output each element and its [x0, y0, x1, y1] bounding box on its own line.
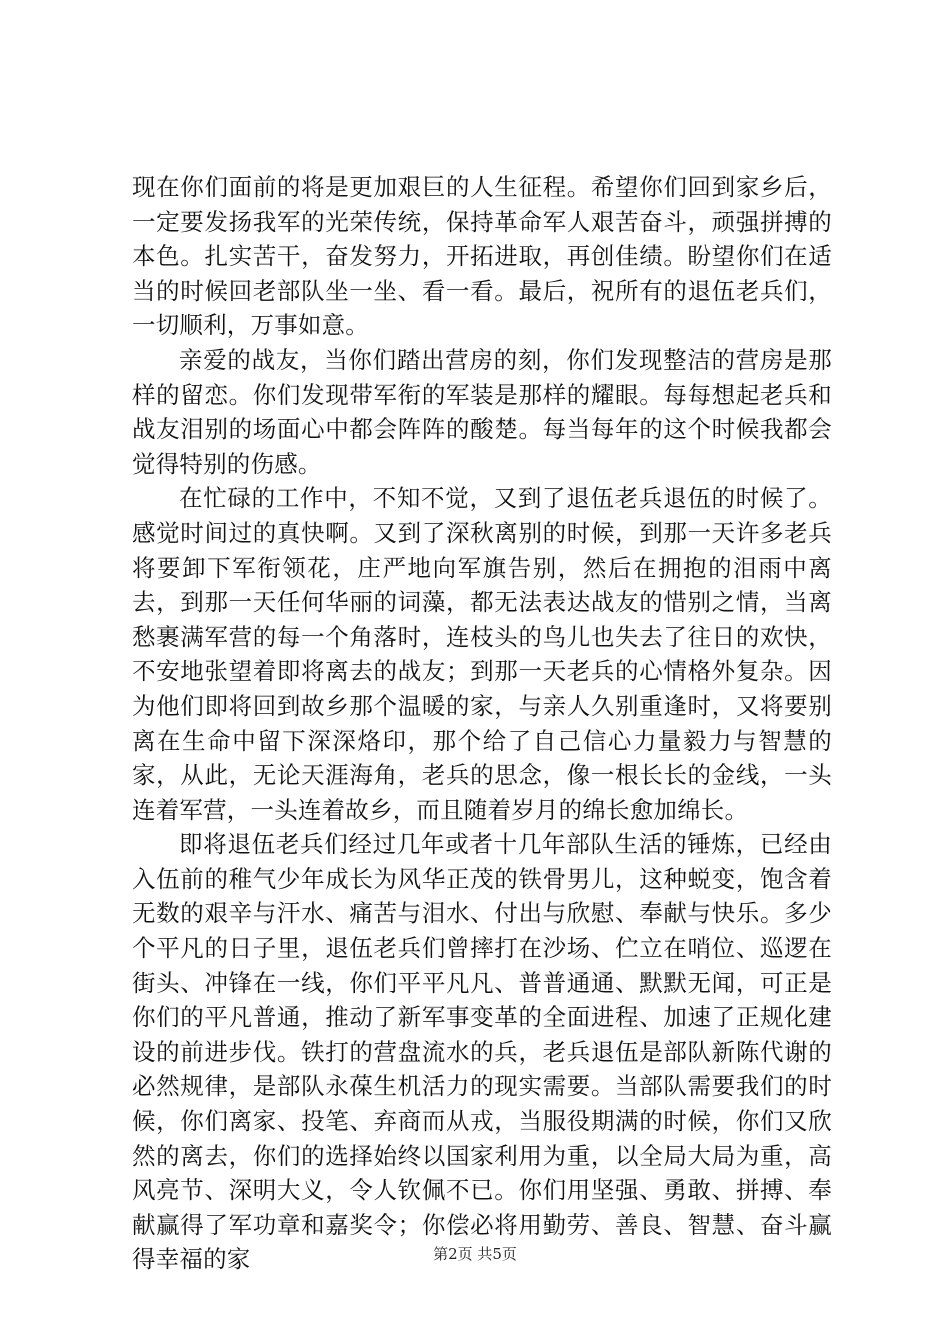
paragraph-continuation: 现在你们面前的将是更加艰巨的人生征程。希望你们回到家乡后，一定要发扬我军的光荣传统，保持革命军人艰苦奋斗，顽强拼搏的本色。扎实苦干，奋发努力，开拓进取，再创佳绩。盼望你们在适当的时候回老部队坐一坐、看一看。最后，祝所有的退伍老兵们，一切顺利，万事如意。	[132, 173, 832, 340]
paragraph-dear-comrades: 亲爱的战友，当你们踏出营房的刻，你们发现整洁的营房是那样的留恋。你们发现带军衔的军装是那样的耀眼。每每想起老兵和战友泪别的场面心中都会阵阵的酸楚。每当每年的这个时候我都会觉得特别的伤感。	[132, 345, 832, 478]
paragraph-busy-work: 在忙碌的工作中，不知不觉，又到了退伍老兵退伍的时候了。感觉时间过的真快啊。又到了深秋离别的时候，到那一天许多老兵将要卸下军衔领花，庄严地向军旗告别，然后在拥抱的泪雨中离去，到那一天任何华丽的词藻，都无法表达战友的惜别之情，当离愁裹满军营的每一个角落时，连枝头的鸟儿也失去了往日的欢快，不安地张望着即将离去的战友；到那一天老兵的心情格外复杂。因为他们即将回到故乡那个温暖的家，与亲人久别重逢时，又将要别离在生命中留下深深烙印，那个给了自己信心力量毅力与智慧的家，从此，无论天涯海角，老兵的思念，像一根长长的金线，一头连着军营，一头连着故乡，而且随着岁月的绵长愈加绵长。	[132, 484, 832, 824]
paragraph-veterans-tempering: 即将退伍老兵们经过几年或者十几年部队生活的锤炼，已经由入伍前的稚气少年成长为风华正茂的铁骨男儿，这种蜕变，饱含着无数的艰辛与汗水、痛苦与泪水、付出与欣慰、奉献与快乐。多少个平凡的日子里，退伍老兵们曾摔打在沙场、伫立在哨位、巡逻在街头、冲锋在一线，你们平平凡凡、普普通通、默默无闻，可正是你们的平凡普通，推动了新军事变革的全面进程、加速了正规化建设的前进步伐。铁打的营盘流水的兵，老兵退伍是部队新陈代谢的必然规律，是部队永葆生机活力的现实需要。当部队需要我们的时候，你们离家、投笔、弃商而从戎，当服役期满的时候，你们又欣然的离去，你们的选择始终以国家利用为重，以全局大局为重，高风亮节、深明大义，令人钦佩不已。你们用坚强、勇敢、拼搏、奉献赢得了军功章和嘉奖令；你偿必将用勤劳、善良、智慧、奋斗赢得幸福的家	[132, 830, 832, 1274]
document-body	[132, 170, 832, 1277]
page-number-footer: 第2页 共5页	[433, 1245, 517, 1263]
